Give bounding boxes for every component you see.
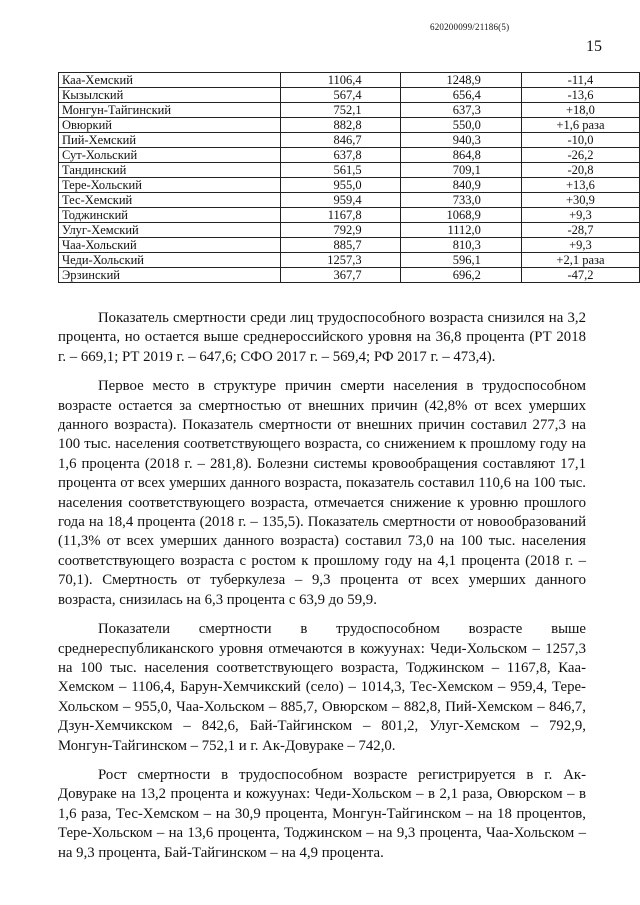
district-name-cell: Тандинский <box>59 163 281 178</box>
table-row <box>59 148 640 163</box>
district-name-cell: Чеди-Хольский <box>59 253 281 268</box>
change-value-cell: +2,1 раза <box>521 253 639 268</box>
paragraph-1: Показатель смертности среди лиц трудоспособного возраста снизился на 3,2 процента, но остается выше среднероссийского уровня на 36,8 процента (РТ 2018 г. – 669,1; РТ 2019 г. – 647,6; СФО 2017 г. – 569,4; РФ 2017 г. – 473,4). <box>58 310 586 365</box>
value-2018-cell: 656,4 <box>400 88 521 103</box>
change-value-cell: -20,8 <box>521 163 639 178</box>
table-row <box>59 223 640 238</box>
table-row <box>59 193 640 208</box>
value-2019-cell: 846,7 <box>281 133 400 148</box>
change-value-cell: -26,2 <box>521 148 639 163</box>
paragraph-4: Рост смертности в трудоспособном возрасте регистрируется в г. Ак-Довураке на 13,2 процента и кожуунах: Чеди-Хольском – в 2,1 раза, Овюрском – в 1,6 раза, Тес-Хемском – на 30,9 процента, Монгун-Тайгинском – на 18 процентов, Тере-Хольском – на 13,6 процента, Тоджинском – на 9,3 процента, Чаа-Хольском – на 9,3 процента, Бай-Тайгинском – на 4,9 процента. <box>58 766 586 861</box>
value-2018-cell: 810,3 <box>400 238 521 253</box>
value-2019-cell: 959,4 <box>281 193 400 208</box>
value-2019-cell: 792,9 <box>281 223 400 238</box>
district-name-cell: Овюркий <box>59 118 281 133</box>
change-value-cell: +30,9 <box>521 193 639 208</box>
district-name-cell: Тоджинский <box>59 208 281 223</box>
change-value-cell: -13,6 <box>521 88 639 103</box>
document-id: 620200099/21186(5) <box>430 22 510 32</box>
district-name-cell: Кызылский <box>59 88 281 103</box>
table-row <box>59 163 640 178</box>
district-name-cell: Эрзинский <box>59 268 281 283</box>
change-value-cell: +9,3 <box>521 238 639 253</box>
mortality-table <box>58 72 640 283</box>
table-row <box>59 88 640 103</box>
value-2019-cell: 561,5 <box>281 163 400 178</box>
value-2018-cell: 1112,0 <box>400 223 521 238</box>
change-value-cell: +1,6 раза <box>521 118 639 133</box>
change-value-cell: +13,6 <box>521 178 639 193</box>
table-row <box>59 253 640 268</box>
value-2018-cell: 940,3 <box>400 133 521 148</box>
mortality-table-body <box>59 73 640 283</box>
value-2019-cell: 1167,8 <box>281 208 400 223</box>
value-2019-cell: 567,4 <box>281 88 400 103</box>
page-number: 15 <box>586 38 602 55</box>
change-value-cell: -47,2 <box>521 268 639 283</box>
change-value-cell: +18,0 <box>521 103 639 118</box>
value-2018-cell: 1248,9 <box>400 73 521 88</box>
table-row <box>59 73 640 88</box>
value-2019-cell: 637,8 <box>281 148 400 163</box>
table-row <box>59 103 640 118</box>
table-row <box>59 133 640 148</box>
table-row <box>59 178 640 193</box>
paragraph-3: Показатели смертности в трудоспособном возрасте выше среднереспубликанского уровня отмечаются в кожуунах: Чеди-Хольском – 1257,3 на 100 тыс. населения соответствующего возраста, Тоджинском – 1167,8, Каа-Хемском – 1106,4, Барун-Хемчикский (село) – 1014,3, Тес-Хемском – 959,4, Тере-Хольском – 955,0, Чаа-Хольском – 885,7, Овюрском – 882,8, Пий-Хемском – 846,7, Дзун-Хемчикском – 842,6, Бай-Тайгинском – 801,2, Улуг-Хемском – 792,9, Монгун-Тайгинском – 752,1 и г. Ак-Довураке – 742,0. <box>58 621 586 754</box>
table-row <box>59 238 640 253</box>
document-body <box>58 309 586 873</box>
district-name-cell: Улуг-Хемский <box>59 223 281 238</box>
value-2018-cell: 709,1 <box>400 163 521 178</box>
value-2018-cell: 550,0 <box>400 118 521 133</box>
district-name-cell: Каа-Хемский <box>59 73 281 88</box>
value-2018-cell: 637,3 <box>400 103 521 118</box>
value-2019-cell: 955,0 <box>281 178 400 193</box>
change-value-cell: -28,7 <box>521 223 639 238</box>
value-2018-cell: 733,0 <box>400 193 521 208</box>
value-2019-cell: 1257,3 <box>281 253 400 268</box>
value-2019-cell: 882,8 <box>281 118 400 133</box>
value-2018-cell: 864,8 <box>400 148 521 163</box>
paragraph-2: Первое место в структуре причин смерти населения в трудоспособном возрасте остается за смертностью от внешних причин (42,8% от всех умерших данного возраста). Показатель смертности от внешних причин составил 277,3 на 100 тыс. населения соответствующего возраста, со снижением к прошлому году на 1,6 процента (2018 г. – 281,8). Болезни системы кровообращения составляют 17,1 процента от всех умерших данного возраста, показатель составил 110,6 на 100 тыс. населения соответствующего возраста, отмечается снижение к уровню прошлого года на 18,4 процента (2018 г. – 135,5). Показатель смертности от новообразований (11,3% от всех умерших данного возраста) составил 73,0 на 100 тыс. населения соответствующего возраста с ростом к прошлому году на 4,1 процента (2018 г. – 70,1). Смертность от туберкулеза – 9,3 процента от всех умерших данного возраста, снизилась на 6,3 процента с 63,9 до 59,9. <box>58 378 586 608</box>
district-name-cell: Монгун-Тайгинский <box>59 103 281 118</box>
district-name-cell: Пий-Хемский <box>59 133 281 148</box>
district-name-cell: Чаа-Хольский <box>59 238 281 253</box>
value-2019-cell: 1106,4 <box>281 73 400 88</box>
value-2019-cell: 885,7 <box>281 238 400 253</box>
change-value-cell: -11,4 <box>521 73 639 88</box>
table-row <box>59 118 640 133</box>
change-value-cell: -10,0 <box>521 133 639 148</box>
value-2019-cell: 367,7 <box>281 268 400 283</box>
district-name-cell: Тере-Хольский <box>59 178 281 193</box>
change-value-cell: +9,3 <box>521 208 639 223</box>
value-2018-cell: 1068,9 <box>400 208 521 223</box>
value-2018-cell: 840,9 <box>400 178 521 193</box>
district-name-cell: Сут-Хольский <box>59 148 281 163</box>
value-2019-cell: 752,1 <box>281 103 400 118</box>
value-2018-cell: 696,2 <box>400 268 521 283</box>
value-2018-cell: 596,1 <box>400 253 521 268</box>
table-row <box>59 268 640 283</box>
table-row <box>59 208 640 223</box>
district-name-cell: Тес-Хемский <box>59 193 281 208</box>
